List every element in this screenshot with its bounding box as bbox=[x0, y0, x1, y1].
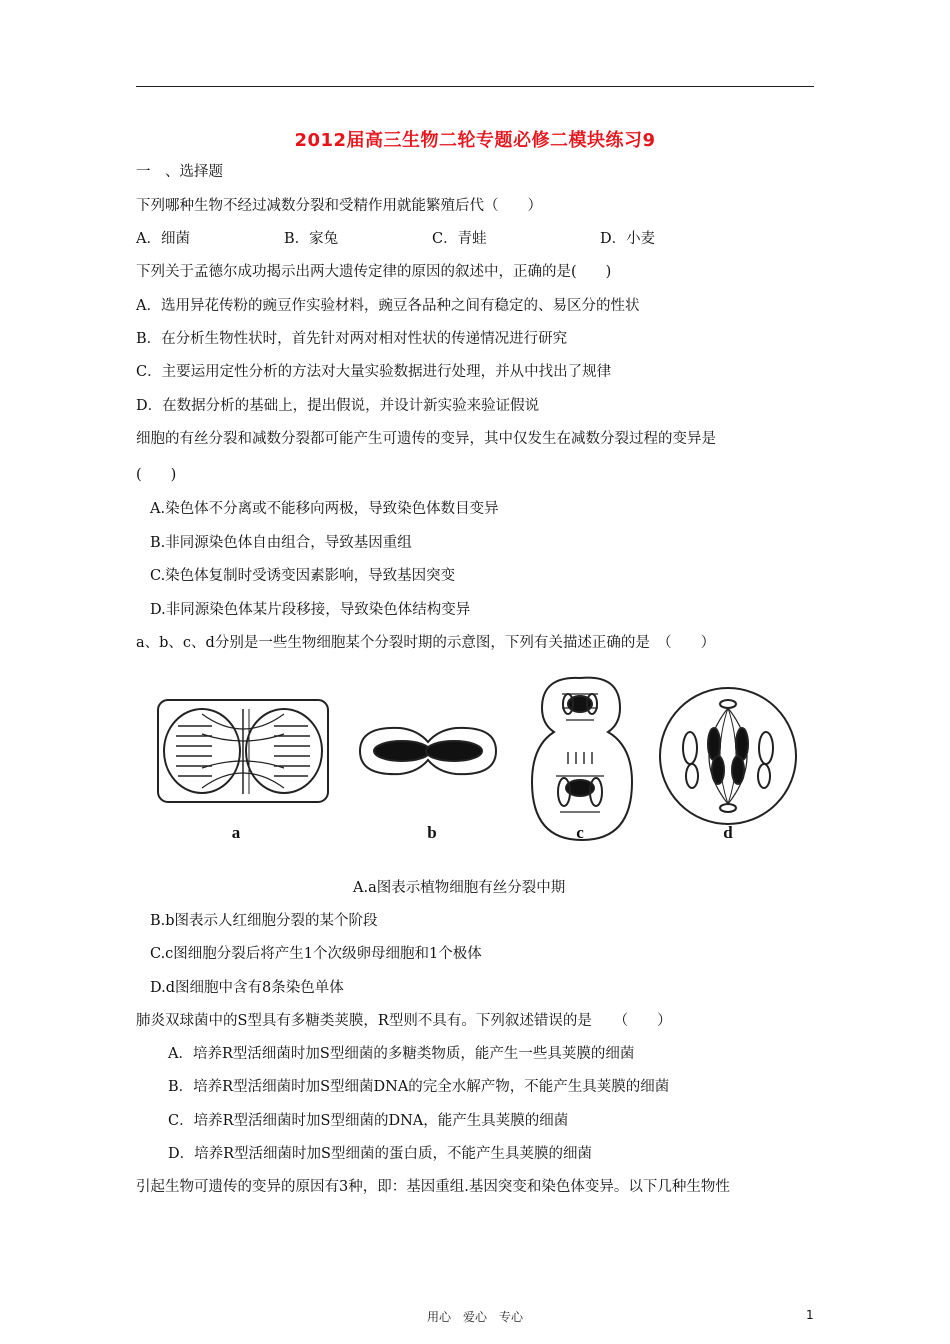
q4-option-c: C.c图细胞分裂后将产生1个次级卵母细胞和1个极体 bbox=[150, 946, 482, 962]
q4-option-a: A.a图表示植物细胞有丝分裂中期 bbox=[353, 880, 566, 896]
figure-label-b: b bbox=[427, 823, 437, 842]
figure-label-c: c bbox=[576, 823, 584, 842]
q1-option-a: A．细菌 bbox=[136, 231, 190, 247]
question-4-stem: a、b、c、d分别是一些生物细胞某个分裂时期的示意图，下列有关描述正确的是 （ ） bbox=[136, 635, 716, 651]
figure-a-plant-cell bbox=[158, 700, 328, 802]
figure-label-a: a bbox=[231, 823, 241, 842]
q1-option-d: D．小麦 bbox=[600, 231, 656, 247]
q2-option-c: C．主要运用定性分析的方法对大量实验数据进行处理，并从中找出了规律 bbox=[136, 364, 612, 380]
page-number: 1 bbox=[806, 1308, 814, 1322]
figure-c-oocyte bbox=[532, 678, 632, 840]
header-rule bbox=[136, 86, 814, 87]
question-5-stem: 肺炎双球菌中的S型具有多糖类荚膜，R型则不具有。下列叙述错误的是 （ ） bbox=[136, 1013, 672, 1029]
figure-d-round-cell bbox=[660, 688, 796, 824]
q3-option-a: A.染色体不分离或不能移向两极，导致染色体数目变异 bbox=[150, 501, 499, 517]
q4-option-d: D.d图细胞中含有8条染色单体 bbox=[150, 980, 344, 996]
page-footer: 用心 爱心 专心 bbox=[426, 1310, 523, 1324]
q2-option-d: D．在数据分析的基础上，提出假说，并设计新实验来验证假说 bbox=[136, 398, 540, 414]
q3-option-d: D.非同源染色体某片段移接，导致染色体结构变异 bbox=[150, 602, 471, 618]
q5-option-b: B．培养R型活细菌时加S型细菌DNA的完全水解产物，不能产生具荚膜的细菌 bbox=[168, 1079, 670, 1095]
q1-option-c: C．青蛙 bbox=[432, 231, 487, 247]
cell-division-figure bbox=[150, 664, 810, 854]
q5-option-a: A．培养R型活细菌时加S型细菌的多糖类物质，能产生一些具荚膜的细菌 bbox=[168, 1046, 635, 1062]
section-heading: 一 、选择题 bbox=[136, 164, 223, 180]
q2-option-b: B．在分析生物性状时，首先针对两对相对性状的传递情况进行研究 bbox=[136, 331, 568, 347]
question-2-stem: 下列关于孟德尔成功揭示出两大遗传定律的原因的叙述中，正确的是( ) bbox=[136, 264, 612, 280]
question-3-stem-bracket: ( ) bbox=[136, 467, 177, 483]
question-6-stem: 引起生物可遗传的变异的原因有3种，即：基因重组.基因突变和染色体变异。以下几种生物性 bbox=[136, 1179, 730, 1195]
figure-b-dividing-cell bbox=[360, 728, 496, 774]
q4-option-b: B.b图表示人红细胞分裂的某个阶段 bbox=[150, 913, 378, 929]
figure-label-d: d bbox=[723, 823, 733, 842]
q2-option-a: A．选用异花传粉的豌豆作实验材料，豌豆各品种之间有稳定的、易区分的性状 bbox=[136, 298, 640, 314]
q5-option-c: C．培养R型活细菌时加S型细菌的DNA，能产生具荚膜的细菌 bbox=[168, 1113, 569, 1129]
q3-option-c: C.染色体复制时受诱变因素影响，导致基因突变 bbox=[150, 568, 456, 584]
q3-option-b: B.非同源染色体自由组合，导致基因重组 bbox=[150, 535, 412, 551]
question-3-stem: 细胞的有丝分裂和减数分裂都可能产生可遗传的变异，其中仅发生在减数分裂过程的变异是 bbox=[136, 431, 716, 447]
page-title: 2012届高三生物二轮专题必修二模块练习9 bbox=[294, 130, 656, 151]
q5-option-d: D．培养R型活细菌时加S型细菌的蛋白质，不能产生具荚膜的细菌 bbox=[168, 1146, 592, 1162]
q1-option-b: B．家兔 bbox=[284, 231, 339, 247]
question-1-stem: 下列哪种生物不经过减数分裂和受精作用就能繁殖后代（ ） bbox=[136, 198, 542, 214]
